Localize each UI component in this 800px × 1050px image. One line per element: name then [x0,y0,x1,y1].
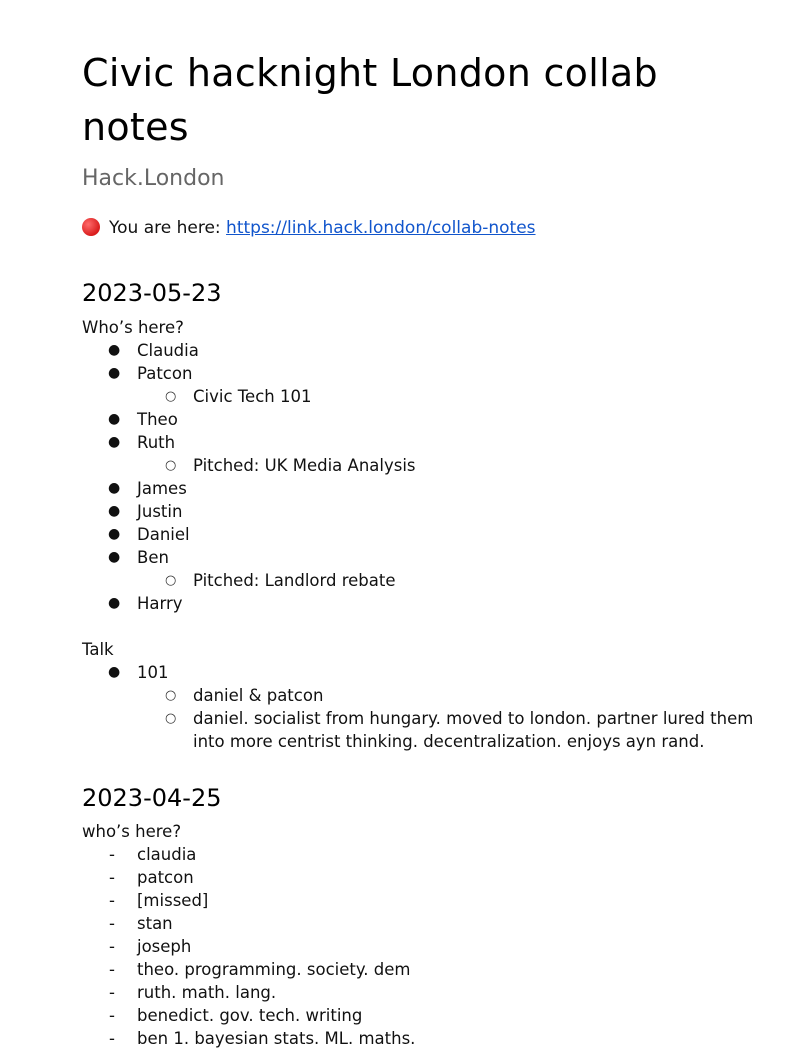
bullet-marker: ● [108,480,121,496]
page-subtitle: Hack.London [82,166,225,191]
sub-list [137,454,772,477]
attendee-name: stan [137,914,173,933]
dash-marker: - [109,1029,115,1048]
attendee-name: claudia [137,845,197,864]
list-item [82,408,772,431]
list-item [82,339,772,362]
list-item [82,958,772,981]
attendee-name: Daniel [137,525,190,544]
list-item [82,592,772,615]
attendee-name: James [137,479,187,498]
attendee-name: Claudia [137,341,199,360]
collab-notes-link[interactable]: https://link.hack.london/collab-notes [226,218,536,238]
dash-marker: - [109,1006,115,1025]
bullet-marker: ● [108,434,121,450]
list-item [82,661,772,753]
list-item [82,866,772,889]
talk-topic: 101 [137,663,169,682]
list-item [82,889,772,912]
bullet-marker: ● [108,526,121,542]
bullet-marker: ● [108,664,121,680]
sub-bullet-marker: ○ [165,711,177,726]
sub-bullet-marker: ○ [165,573,177,588]
section-date-heading: 2023-05-23 [82,279,222,307]
sub-list [137,569,772,592]
bullet-marker: ● [108,595,121,611]
dash-marker: - [109,960,115,979]
attendee-name: joseph [137,937,192,956]
talk-note: daniel & patcon [193,686,324,705]
bullet-marker: ● [108,503,121,519]
list-item [82,546,772,592]
attendee-note: Pitched: UK Media Analysis [193,456,416,475]
talk-label: Talk [82,640,114,659]
you-are-here-label: You are here: [109,218,227,238]
dash-marker: - [109,914,115,933]
bullet-marker: ● [108,411,121,427]
talk-list [82,661,772,753]
section-date-heading: 2023-04-25 [82,784,222,812]
list-item [82,981,772,1004]
list-item [137,454,772,477]
list-item [82,431,772,477]
document [82,0,772,1050]
attendee-name: [missed] [137,891,209,910]
sub-bullet-marker: ○ [165,458,177,473]
attendee-name: Justin [137,502,183,521]
attendee-name: theo. programming. society. dem [137,960,411,979]
attendee-name: Theo [137,410,178,429]
attendee-name: Harry [137,594,183,613]
attendee-name: benedict. gov. tech. writing [137,1006,363,1025]
list-item [82,843,772,866]
red-circle-icon [82,218,100,236]
whos-here-label: who’s here? [82,822,182,841]
attendee-name: patcon [137,868,194,887]
list-item [82,912,772,935]
attendee-name: ben 1. bayesian stats. ML. maths. [137,1029,416,1048]
attendee-name: Ruth [137,433,176,452]
attendee-list [82,339,772,615]
sub-bullet-marker: ○ [165,688,177,703]
dash-marker: - [109,937,115,956]
list-item [82,935,772,958]
talk-note: daniel. socialist from hungary. moved to london. partner lured them into more centrist thinking. decentralization. enjoys ayn rand. [193,709,754,751]
attendee-name: ruth. math. lang. [137,983,277,1002]
dash-marker: - [109,868,115,887]
attendee-note: Pitched: Landlord rebate [193,571,396,590]
attendee-name: Patcon [137,364,193,383]
whos-here-label: Who’s here? [82,318,184,337]
list-item [82,362,772,408]
bullet-marker: ● [108,549,121,565]
bullet-marker: ● [108,365,121,381]
attendee-note: Civic Tech 101 [193,387,312,406]
sub-list [137,385,772,408]
list-item [137,684,772,707]
list-item [137,569,772,592]
dash-marker: - [109,891,115,910]
attendee-list [82,843,772,1050]
sub-bullet-marker: ○ [165,389,177,404]
page-title: Civic hacknight London collab notes [82,51,658,149]
list-item [82,500,772,523]
you-are-here-line [82,215,772,241]
list-item [82,1004,772,1027]
list-item [82,477,772,500]
list-item [137,707,772,753]
list-item [82,1027,772,1050]
dash-marker: - [109,983,115,1002]
dash-marker: - [109,845,115,864]
list-item [82,523,772,546]
attendee-name: Ben [137,548,169,567]
sub-list [137,684,772,753]
list-item [137,385,772,408]
bullet-marker: ● [108,342,121,358]
